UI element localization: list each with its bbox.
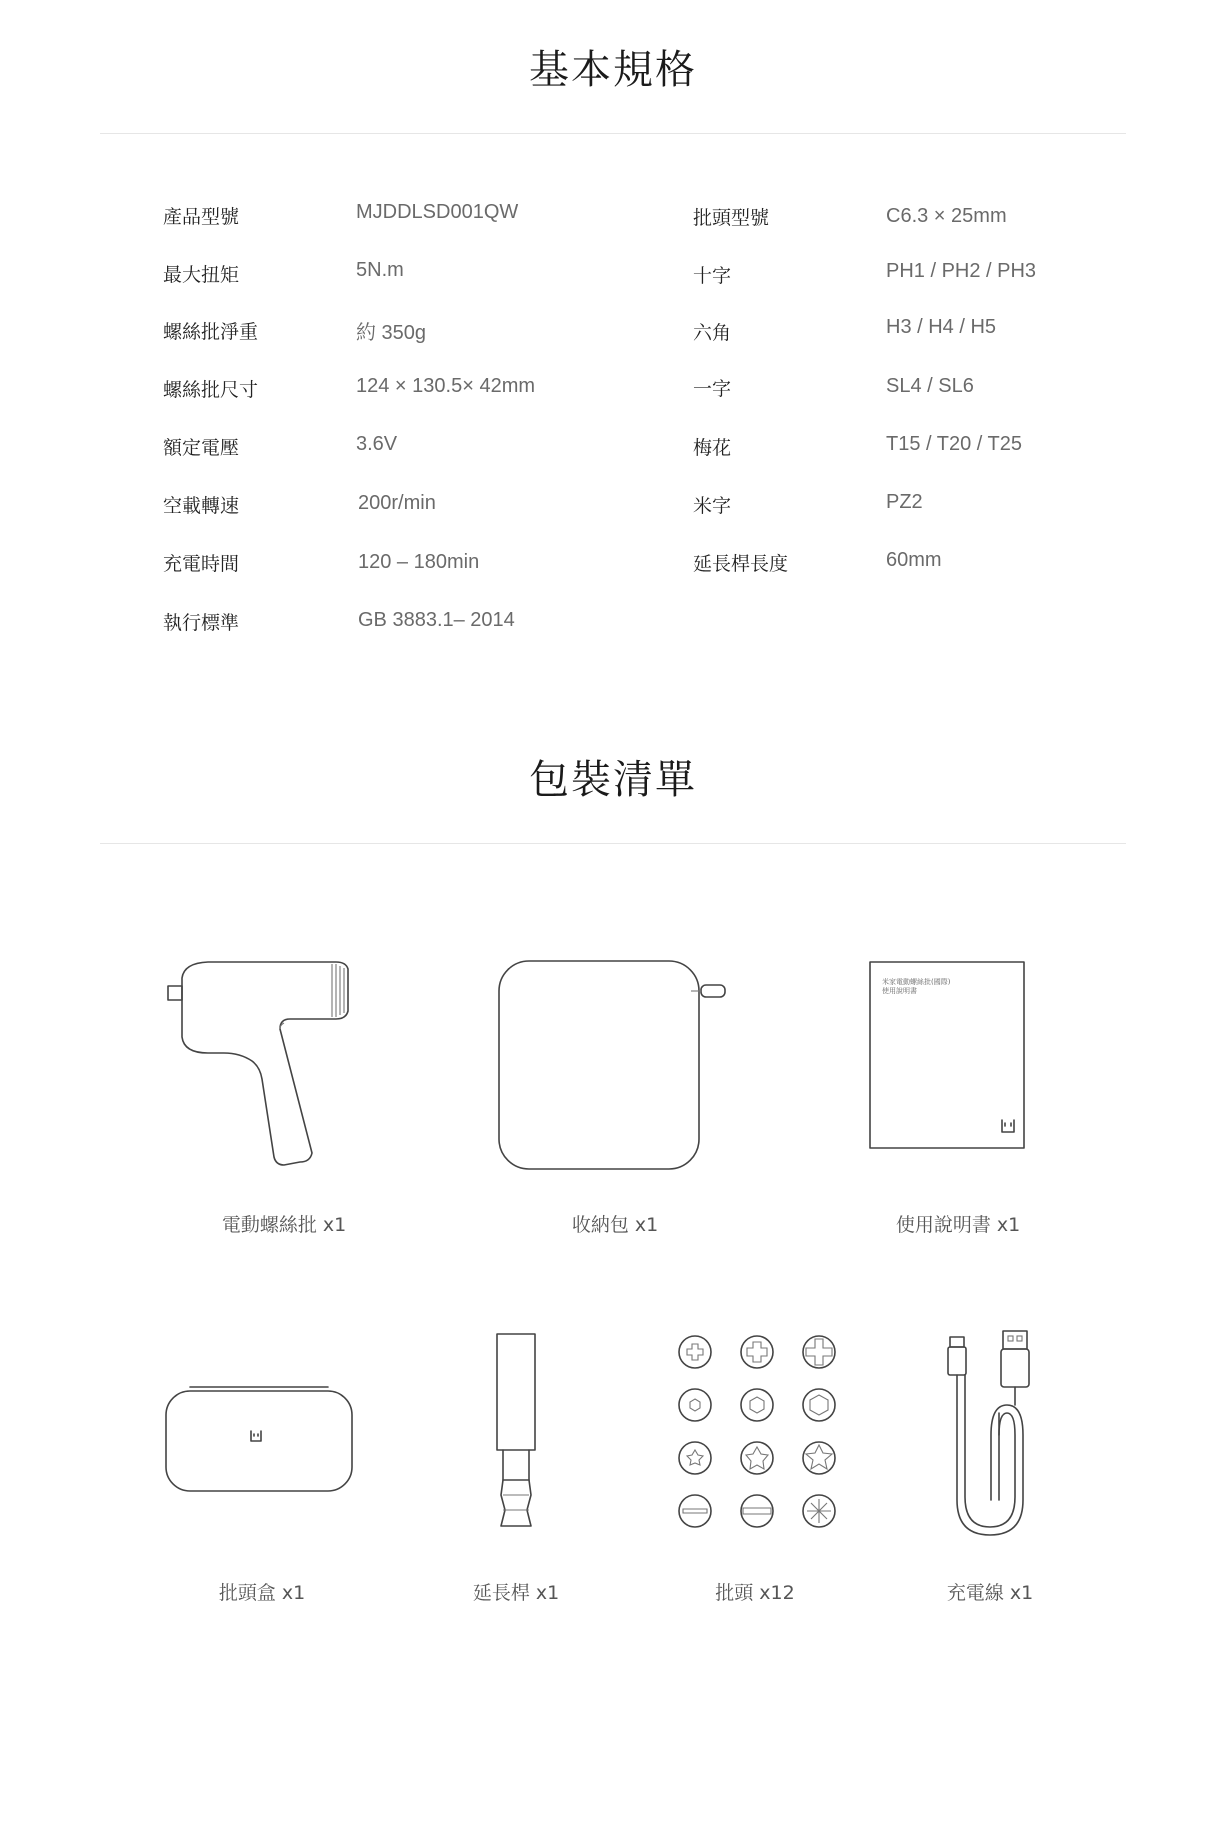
spec-value: 60mm — [886, 549, 942, 571]
spec-value: H3 / H4 / H5 — [886, 316, 997, 338]
hex-bits — [679, 1389, 835, 1421]
spec-value: 124 × 130.5× 42mm — [356, 375, 536, 397]
spec-label: 產品型號 — [163, 206, 240, 228]
manual-illustration — [868, 960, 1028, 1150]
spec-label: 批頭型號 — [693, 207, 770, 229]
spec-label: 最大扭矩 — [163, 264, 240, 286]
manual-subtitle-text: 使用說明書 — [882, 987, 917, 995]
spec-label: 六角 — [693, 322, 732, 344]
specs-title: 基本規格 — [529, 47, 697, 93]
spec-label: 充電時間 — [163, 553, 240, 575]
spec-label: 米字 — [693, 495, 732, 517]
spec-label: 螺絲批淨重 — [163, 321, 259, 343]
spec-label: 空載轉速 — [163, 495, 240, 517]
spec-value: 3.6V — [356, 433, 398, 455]
package-divider — [100, 843, 1126, 844]
caption-bit-box: 批頭盒 x1 — [218, 1582, 306, 1604]
bit-box-illustration — [160, 1375, 360, 1495]
spec-label: 一字 — [693, 378, 732, 400]
spec-label: 執行標準 — [163, 612, 240, 634]
phillips-bits — [679, 1336, 835, 1368]
caption-screwdriver: 電動螺絲批 x1 — [221, 1214, 347, 1236]
caption-charging-cable: 充電線 x1 — [946, 1582, 1034, 1604]
spec-value: 5N.m — [356, 259, 404, 281]
bits-grid-illustration — [665, 1330, 855, 1545]
manual-title-text: 米家電動螺絲批(國際) — [882, 978, 951, 986]
specs-divider — [100, 133, 1126, 134]
spec-value: T15 / T20 / T25 — [886, 433, 1023, 455]
spec-value: 120 – 180min — [358, 551, 480, 573]
spec-label: 螺絲批尺寸 — [163, 379, 259, 401]
spec-label: 梅花 — [693, 437, 732, 459]
caption-extension-bar: 延長桿 x1 — [472, 1582, 560, 1604]
package-title: 包裝清單 — [529, 757, 697, 803]
extension-bar-illustration — [493, 1330, 543, 1530]
spec-value: GB 3883.1– 2014 — [358, 609, 515, 631]
spec-value: PH1 / PH2 / PH3 — [886, 260, 1037, 282]
slotted-and-pozi-bits — [679, 1495, 835, 1527]
charging-cable-illustration — [945, 1325, 1045, 1545]
spec-value: PZ2 — [886, 491, 923, 513]
spec-value: MJDDLSD001QW — [356, 201, 519, 223]
storage-bag-illustration — [495, 955, 735, 1175]
spec-label: 十字 — [693, 265, 732, 287]
spec-value: C6.3 × 25mm — [886, 205, 1007, 227]
caption-storage-bag: 收納包 x1 — [571, 1214, 659, 1236]
caption-bits: 批頭 x12 — [715, 1582, 795, 1604]
spec-label: 額定電壓 — [163, 437, 240, 459]
caption-manual: 使用說明書 x1 — [895, 1214, 1021, 1236]
spec-label: 延長桿長度 — [693, 553, 789, 575]
torx-bits — [679, 1442, 835, 1474]
screwdriver-illustration — [160, 955, 360, 1165]
spec-value: SL4 / SL6 — [886, 375, 974, 397]
spec-value: 約 350g — [356, 322, 427, 344]
spec-value: 200r/min — [358, 492, 436, 514]
